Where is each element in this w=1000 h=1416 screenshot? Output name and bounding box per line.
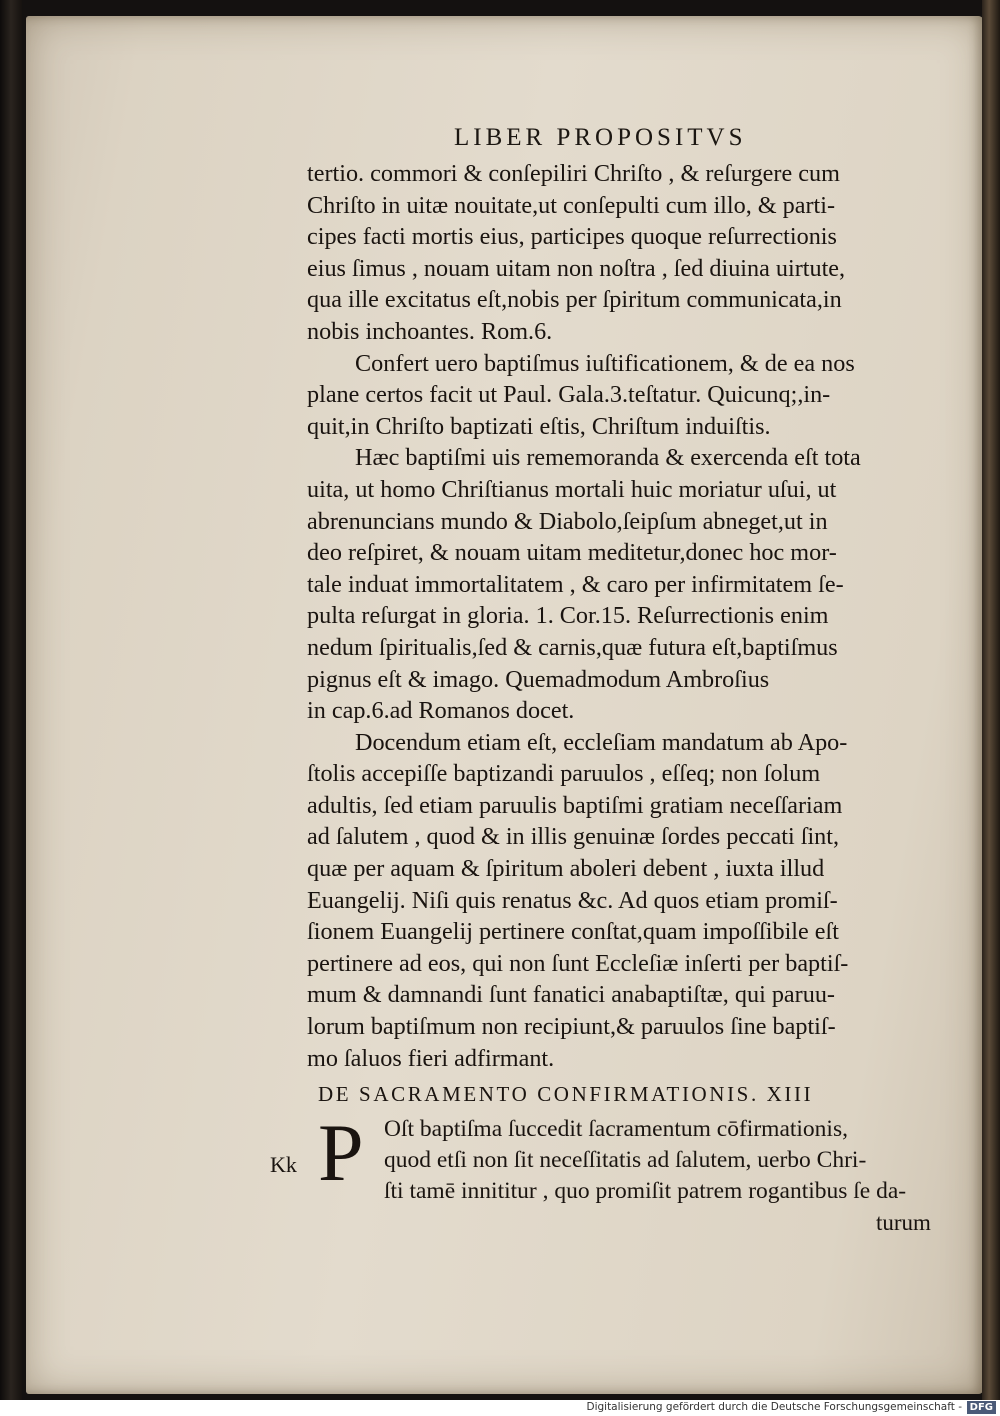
text-line: qua ille excitatus eſt,nobis per ſpiritum communicata,in — [307, 286, 842, 314]
text-line: lorum baptiſmum non recipiunt,& paruulos ſine baptiſ- — [307, 1013, 836, 1041]
text-line: quod etſi non ſit neceſſitatis ad ſalutem, uerbo Chri- — [384, 1147, 867, 1173]
text-line: Chriſto in uitæ nouitate,ut conſepulti cum illo, & parti- — [307, 191, 836, 219]
text-line: quit,in Chriſto baptizati eſtis, Chriſtum induiſtis. — [307, 412, 771, 440]
catchword: turum — [876, 1210, 931, 1235]
text-line: tertio. commori & conſepiliri Chriſto , & reſurgere cum — [307, 160, 840, 187]
signature-mark: Kk — [270, 1152, 297, 1177]
book-spine-edge — [0, 0, 22, 1400]
section-heading: DE SACRAMENTO CONFIRMATIONIS. XIII — [318, 1082, 814, 1106]
dfg-logo: DFG — [967, 1401, 996, 1414]
text-line: ſti tamē innititur , quo promiſit patrem rogantibus ſe da- — [384, 1178, 907, 1204]
footer-funding-text: Digitalisierung gefördert durch die Deutsche Forschungsgemeinschaft - — [586, 1401, 962, 1413]
text-line: ad ſalutem , quod & in illis genuinæ ſordes peccati ſint, — [307, 823, 840, 851]
text-line: uita, ut homo Chriſtianus mortali huic moriatur uſui, ut — [307, 475, 837, 503]
text-line: Euangelij. Niſi quis renatus &c. Ad quos etiam promiſ- — [307, 886, 838, 914]
text-line: in cap.6.ad Romanos docet. — [307, 697, 575, 725]
text-line: Oſt baptiſma ſuccedit ſacramentum cōfirmationis, — [384, 1116, 848, 1142]
text-line: adultis, ſed etiam paruulis baptiſmi gratiam neceſſariam — [307, 791, 843, 819]
text-line: deo reſpiret, & nouam uitam meditetur,donec hoc mor- — [307, 539, 837, 567]
text-line: pertinere ad eos, qui non ſunt Eccleſiæ inſerti per baptiſ- — [307, 949, 849, 977]
text-line: ſionem Euangelij pertinere conſtat,quam impoſſibile eſt — [307, 918, 839, 946]
drop-initial: P — [318, 1107, 364, 1198]
text-line: Docendum etiam eſt, eccleſiam mandatum ab Apo- — [355, 728, 848, 756]
text-line: pulta reſurgat in gloria. 1. Cor.15. Reſurrectionis enim — [307, 602, 829, 630]
text-line: nobis inchoantes. Rom.6. — [307, 317, 553, 345]
text-line: Hæc baptiſmi uis rememoranda & exercenda eſt tota — [355, 444, 861, 472]
text-line: mum & damnandi ſunt fanatici anabaptiſtæ, qui paruu- — [307, 981, 835, 1009]
text-line: ſtolis accepiſſe baptizandi paruulos , eſſeq; non ſolum — [307, 760, 821, 788]
body-text — [307, 158, 947, 1074]
text-line: plane certos facit ut Paul. Gala.3.teſtatur. Quicunq;,in- — [307, 381, 831, 409]
text-line: mo ſaluos fieri adfirmant. — [307, 1044, 555, 1072]
text-line: abrenuncians mundo & Diabolo,ſeipſum abneget,ut in — [307, 507, 828, 535]
text-line: Confert uero baptiſmus iuſtificationem, & de ea nos — [355, 349, 855, 377]
final-paragraph — [384, 1114, 954, 1207]
text-line: cipes facti mortis eius, participes quoque reſurrectionis — [307, 223, 837, 251]
page-fore-edge — [982, 0, 1000, 1400]
text-line: pignus eſt & imago. Quemadmodum Ambroſius — [307, 665, 770, 693]
text-line: eius ſimus , nouam uitam non noſtra , ſed diuina uirtute, — [307, 254, 846, 282]
running-head: LIBER PROPOSITVS — [454, 124, 747, 151]
text-line: quæ per aquam & ſpiritum aboleri debent , iuxta illud — [307, 855, 825, 883]
text-line: nedum ſpiritualis,ſed & carnis,quæ futura eſt,baptiſmus — [307, 633, 838, 661]
text-line: tale induat immortalitatem , & caro per infirmitatem ſe- — [307, 570, 844, 598]
